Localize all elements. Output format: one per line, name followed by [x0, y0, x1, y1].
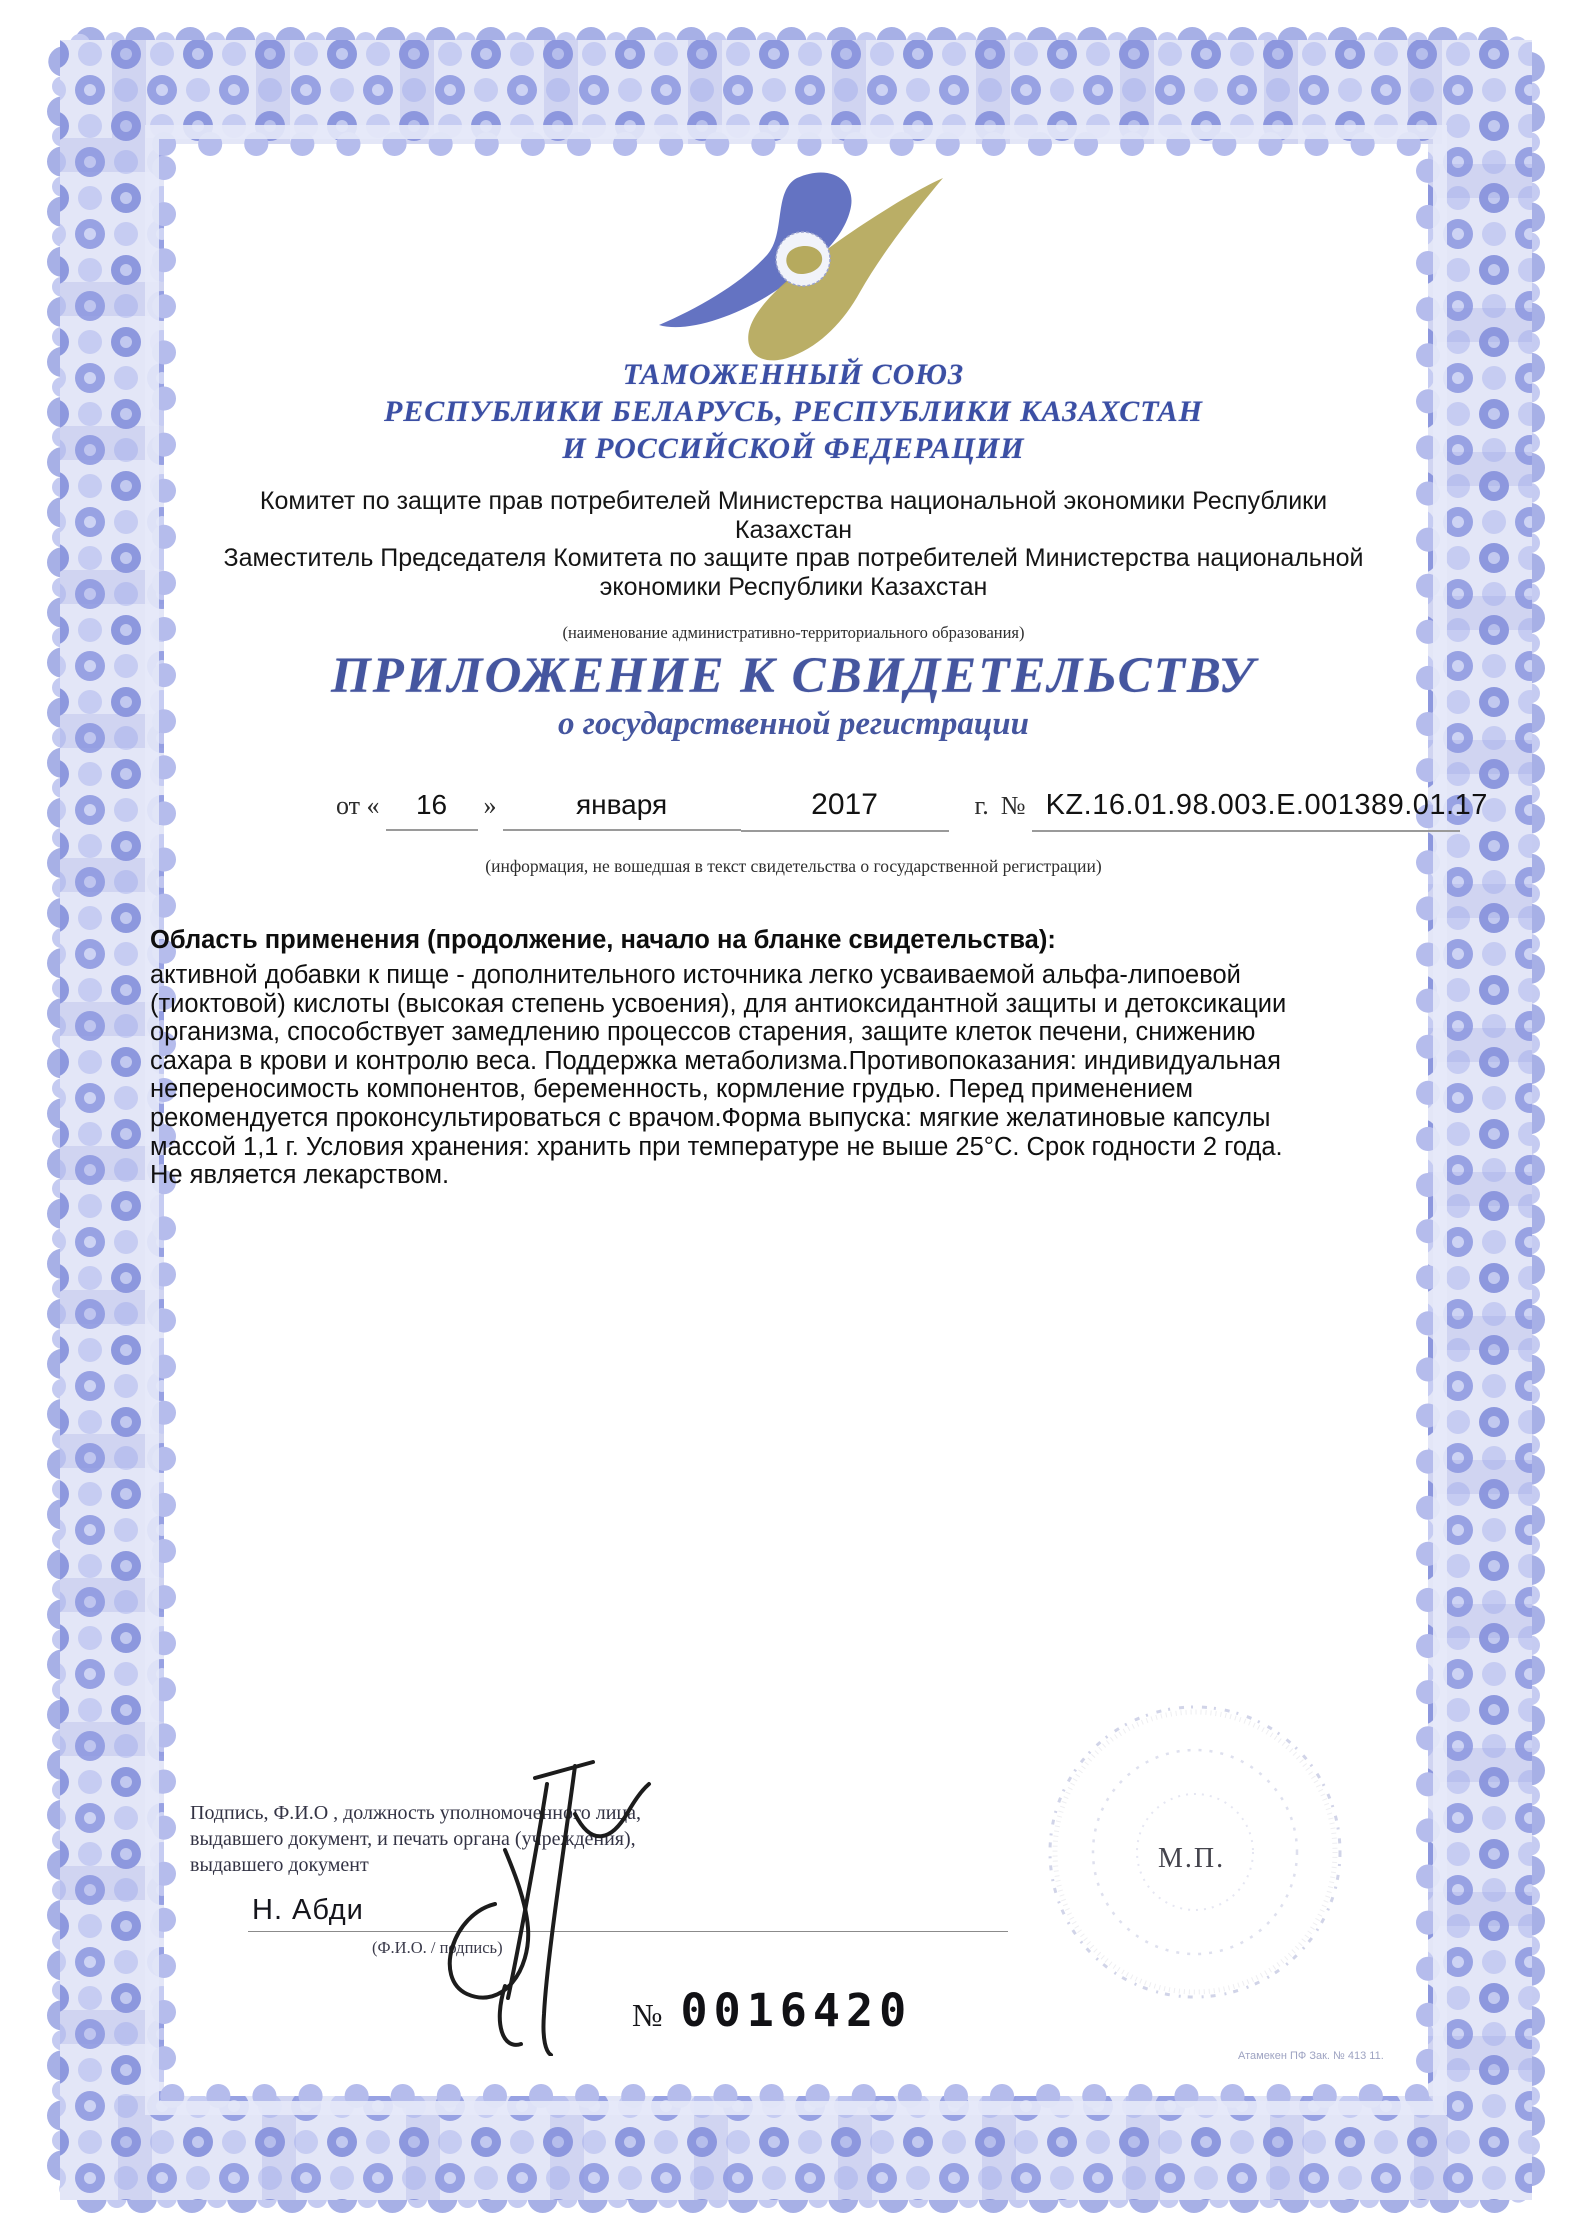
eurasian-customs-union-logo-icon [645, 166, 945, 366]
registration-day: 16 [386, 789, 478, 831]
registration-month: января [503, 789, 741, 831]
stamp-place-label: М.П. [1158, 1843, 1226, 1874]
union-title: ТАМОЖЕННЫЙ СОЮЗ РЕСПУБЛИКИ БЕЛАРУСЬ, РЕСПУБЛИКИ КАЗАХСТАН И РОССИЙСКОЙ ФЕДЕРАЦИИ [383, 358, 1204, 465]
number-sign: № [1000, 791, 1026, 820]
signature-line-caption: (Ф.И.О. / подпись) [372, 1938, 503, 1957]
registration-row [330, 788, 1488, 832]
year-suffix: г. [974, 791, 989, 820]
date-close-quote: » [483, 791, 497, 820]
form-number-sign: № [632, 1997, 663, 2033]
signature-instructions: Подпись, Ф.И.О , должность уполномоченного лица, выдавшего документ, и печать органа (учреждения), выдавшего документ [190, 1802, 641, 1876]
scope-heading: Область применения (продолжение, начало на бланке свидетельства): [150, 926, 1056, 954]
scope-text: активной добавки к пище - дополнительного источника легко усваиваемой альфа-липоевой (тиоктовой) кислоты (высокая степень усвоения), для антиоксидантной защиты и детоксикации организма, способствует замедлению процессов старения, защите клеток печени, снижению сахара в крови и контролю веса. Поддержка метаболизма.Противопоказания: индивидуальная непереносимость компонентов, беременность, кормление грудью. Перед применением рекомендуется проконсультироваться с врачом.Форма выпуска: мягкие желатиновые капсулы массой 1,1 г. Условия хранения: хранить при температуре не выше 25°С. Срок годности 2 года. Не является лекарством. [150, 961, 1287, 1190]
registration-caption: (информация, не вошедшая в текст свидетельства о государственной регистрации) [485, 856, 1102, 876]
document-subtitle: о государственной регистрации [558, 706, 1029, 742]
registration-number: KZ.16.01.98.003.Е.001389.01.17 [1032, 789, 1460, 832]
authority-caption: (наименование административно-территориального образования) [562, 623, 1025, 642]
issuing-authority: Комитет по защите прав потребителей Министерства национальной экономики Республики Казахстан Заместитель Председателя Комитета по защите прав потребителей Министерства национальной экономики Республики Казахстан [223, 487, 1364, 601]
form-number-digits: 0016420 [680, 1984, 913, 2037]
form-number [632, 1984, 912, 2037]
printer-imprint: Атамекен ПФ Зак. № 413 11. [1238, 2050, 1384, 2062]
date-prefix: от « [336, 791, 380, 820]
registration-year: 2017 [741, 788, 949, 832]
signatory-name: Н. Абди [252, 1894, 364, 1926]
document-title: ПРИЛОЖЕНИЕ К СВИДЕТЕЛЬСТВУ [330, 648, 1256, 704]
